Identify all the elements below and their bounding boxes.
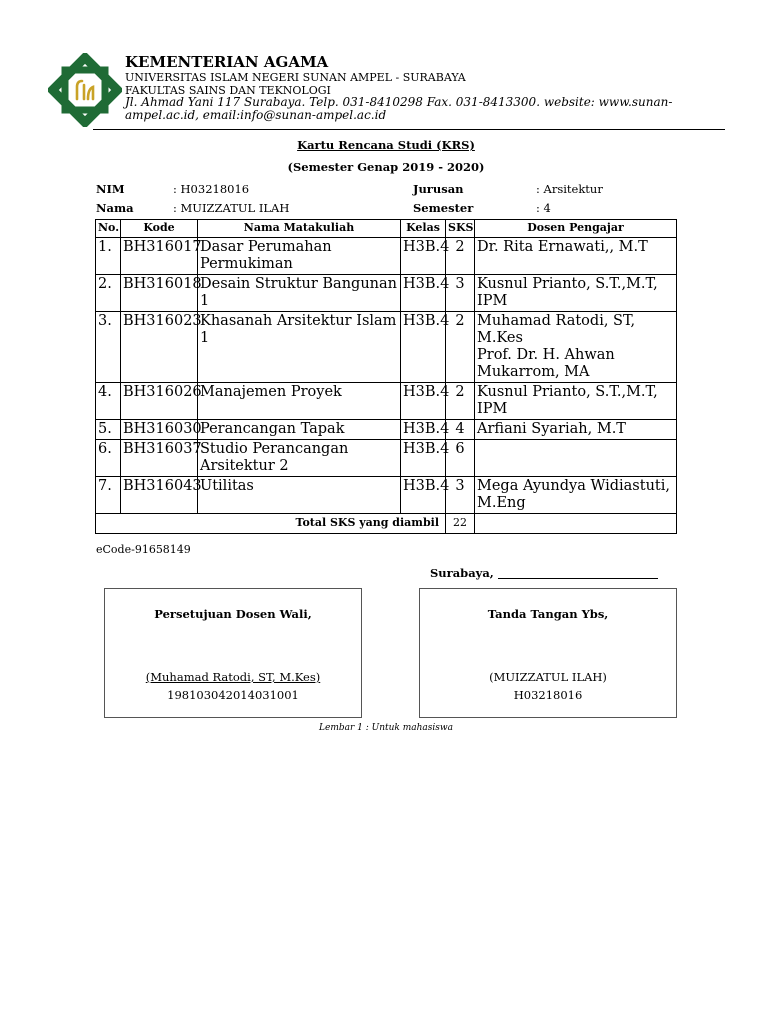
cell-kelas: H3B.4 [401, 420, 446, 440]
nim-value: : H03218016 [173, 182, 250, 196]
student-signature-box [419, 588, 677, 718]
cell-sks: 3 [446, 275, 475, 312]
cell-kode: BH316018 [121, 275, 198, 312]
cell-sks: 3 [446, 477, 475, 514]
cell-dosen: Kusnul Prianto, S.T.,M.T, IPM [475, 383, 677, 420]
cell-kelas: H3B.4 [401, 477, 446, 514]
document-title: Kartu Rencana Studi (KRS) [297, 138, 475, 152]
dosen-primary: Muhamad Ratodi, ST, M.Kes [477, 313, 636, 346]
cell-kelas: H3B.4 [401, 238, 446, 275]
faculty-name: FAKULTAS SAINS DAN TEKNOLOGI [125, 84, 331, 97]
cell-nama: Perancangan Tapak [198, 420, 401, 440]
cell-sks: 4 [446, 420, 475, 440]
date-blank-line [498, 567, 658, 579]
semester-label: Semester [413, 201, 474, 215]
cell-kelas: H3B.4 [401, 440, 446, 477]
cell-kode: BH316037 [121, 440, 198, 477]
total-row [96, 514, 677, 534]
dosen-secondary: Prof. Dr. H. Ahwan Mukarrom, MA [477, 347, 615, 380]
col-header-dosen: Dosen Pengajar [475, 220, 677, 238]
table-row [96, 440, 677, 477]
cell-no: 7. [96, 477, 121, 514]
ministry-name: KEMENTERIAN AGAMA [125, 53, 329, 71]
cell-dosen [475, 312, 677, 383]
total-empty-cell [475, 514, 677, 534]
total-sks-value: 22 [446, 514, 475, 534]
cell-dosen: Mega Ayundya Widiastuti, M.Eng [475, 477, 677, 514]
address-line: Jl. Ahmad Yani 117 Surabaya. Telp. 031-8410298 Fax. 031-8413300. website: www.sunan-ampel.ac.id, email:info@sunan-ampel.ac.id [125, 95, 673, 122]
table-row [96, 312, 677, 383]
krs-table [95, 219, 677, 534]
col-header-kode: Kode [121, 220, 198, 238]
table-row [96, 477, 677, 514]
total-sks-label: Total SKS yang diambil [96, 514, 446, 534]
student-signature-name: (MUIZZATUL ILAH) [489, 670, 607, 684]
cell-kode: BH316030 [121, 420, 198, 440]
student-signature-id: H03218016 [513, 688, 583, 702]
table-row [96, 420, 677, 440]
cell-nama: Desain Struktur Bangunan 1 [198, 275, 401, 312]
cell-nama: Dasar Perumahan Permukiman [198, 238, 401, 275]
cell-kelas: H3B.4 [401, 312, 446, 383]
cell-no: 1. [96, 238, 121, 275]
cell-dosen: Dr. Rita Ernawati,, M.T [475, 238, 677, 275]
cell-kode: BH316023 [121, 312, 198, 383]
cell-sks: 2 [446, 383, 475, 420]
table-row [96, 275, 677, 312]
semester-title: (Semester Genap 2019 - 2020) [287, 160, 485, 174]
jurusan-label: Jurusan [413, 182, 464, 196]
cell-no: 3. [96, 312, 121, 383]
col-header-kelas: Kelas [401, 220, 446, 238]
advisor-name: (Muhamad Ratodi, ST, M.Kes) [145, 670, 321, 684]
cell-dosen: Arfiani Syariah, M.T [475, 420, 677, 440]
jurusan-value: : Arsitektur [536, 182, 603, 196]
nama-value: : MUIZZATUL ILAH [173, 201, 290, 215]
nama-label: Nama [96, 201, 134, 215]
cell-no: 2. [96, 275, 121, 312]
ecode: eCode-91658149 [96, 543, 191, 556]
cell-dosen: Kusnul Prianto, S.T.,M.T, IPM [475, 275, 677, 312]
cell-kode: BH316026 [121, 383, 198, 420]
cell-sks: 6 [446, 440, 475, 477]
cell-no: 6. [96, 440, 121, 477]
advisor-approval-box [104, 588, 362, 718]
table-row [96, 238, 677, 275]
table-row [96, 383, 677, 420]
cell-kode: BH316043 [121, 477, 198, 514]
cell-dosen [475, 440, 677, 477]
cell-kelas: H3B.4 [401, 275, 446, 312]
cell-nama: Utilitas [198, 477, 401, 514]
footer-note: Lembar 1 : Untuk mahasiswa [319, 723, 453, 733]
uinsa-logo-icon [48, 53, 122, 127]
advisor-id: 198103042014031001 [167, 688, 299, 702]
cell-nama: Studio Perancangan Arsitektur 2 [198, 440, 401, 477]
cell-sks: 2 [446, 238, 475, 275]
student-signature-heading: Tanda Tangan Ybs, [487, 607, 609, 621]
cell-kode: BH316017 [121, 238, 198, 275]
university-name: UNIVERSITAS ISLAM NEGERI SUNAN AMPEL - SURABAYA [125, 71, 466, 84]
table-header-row [96, 220, 677, 238]
col-header-no: No. [96, 220, 121, 238]
semester-value: : 4 [536, 201, 551, 215]
col-header-sks: SKS [446, 220, 475, 238]
city-label: Surabaya, [430, 566, 494, 580]
advisor-approval-heading: Persetujuan Dosen Wali, [154, 607, 312, 621]
cell-no: 5. [96, 420, 121, 440]
cell-nama: Khasanah Arsitektur Islam 1 [198, 312, 401, 383]
cell-nama: Manajemen Proyek [198, 383, 401, 420]
cell-no: 4. [96, 383, 121, 420]
header-divider [93, 129, 725, 130]
cell-sks: 2 [446, 312, 475, 383]
col-header-nama: Nama Matakuliah [198, 220, 401, 238]
cell-kelas: H3B.4 [401, 383, 446, 420]
city-date [430, 566, 658, 580]
nim-label: NIM [96, 182, 125, 196]
